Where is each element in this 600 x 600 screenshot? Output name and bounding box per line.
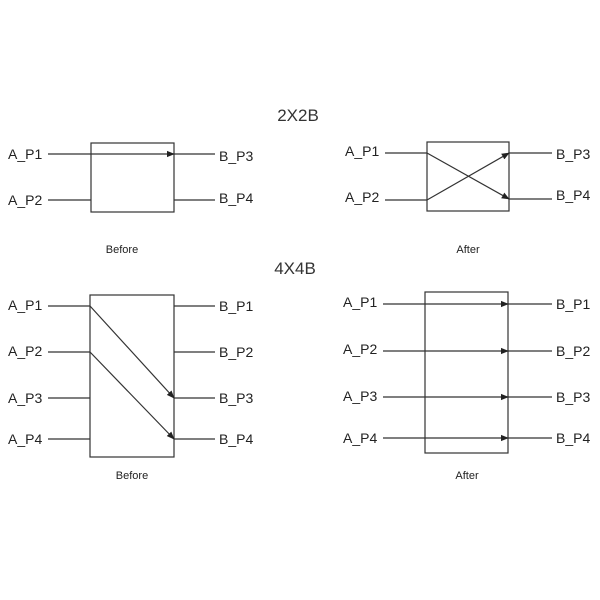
- input-label-a-p1: A_P1: [343, 294, 378, 310]
- output-label-b-p3: B_P3: [219, 390, 254, 406]
- output-label-b-p4: B_P4: [556, 430, 591, 446]
- input-label-a-p1: A_P1: [8, 297, 43, 313]
- switch-4x4-after: [343, 292, 590, 482]
- caption-after: After: [456, 244, 480, 256]
- input-label-a-p1: A_P1: [8, 146, 43, 162]
- input-label-a-p4: A_P4: [8, 431, 43, 447]
- output-label-b-p2: B_P2: [556, 343, 591, 359]
- input-label-a-p2: A_P2: [8, 343, 43, 359]
- section-title-2x2: 2X2B: [277, 106, 319, 125]
- output-label-b-p1: B_P1: [219, 298, 254, 314]
- switch-box: [425, 292, 508, 453]
- output-label-b-p4: B_P4: [556, 187, 591, 203]
- input-label-a-p1: A_P1: [345, 143, 380, 159]
- output-label-b-p3: B_P3: [556, 389, 591, 405]
- output-label-b-p4: B_P4: [219, 190, 254, 206]
- input-label-a-p2: A_P2: [8, 192, 43, 208]
- section-title-4x4: 4X4B: [274, 259, 316, 278]
- caption-after: After: [455, 470, 479, 482]
- switch-4x4-before: [8, 295, 253, 482]
- input-label-a-p2: A_P2: [343, 341, 378, 357]
- input-label-a-p3: A_P3: [343, 388, 378, 404]
- output-label-b-p3: B_P3: [219, 148, 254, 164]
- output-label-b-p2: B_P2: [219, 344, 254, 360]
- connection-a-p1-to-b-p3: [90, 306, 174, 398]
- switch-box: [91, 143, 174, 212]
- switch-2x2-after: [345, 142, 590, 256]
- output-label-b-p1: B_P1: [556, 296, 591, 312]
- input-label-a-p3: A_P3: [8, 390, 43, 406]
- input-label-a-p4: A_P4: [343, 430, 378, 446]
- connection-a-p2-to-b-p4: [90, 352, 174, 439]
- output-label-b-p4: B_P4: [219, 431, 254, 447]
- switch-2x2-before: [8, 143, 253, 256]
- output-label-b-p3: B_P3: [556, 146, 591, 162]
- input-label-a-p2: A_P2: [345, 189, 380, 205]
- caption-before: Before: [115, 470, 149, 482]
- caption-before: Before: [105, 244, 139, 256]
